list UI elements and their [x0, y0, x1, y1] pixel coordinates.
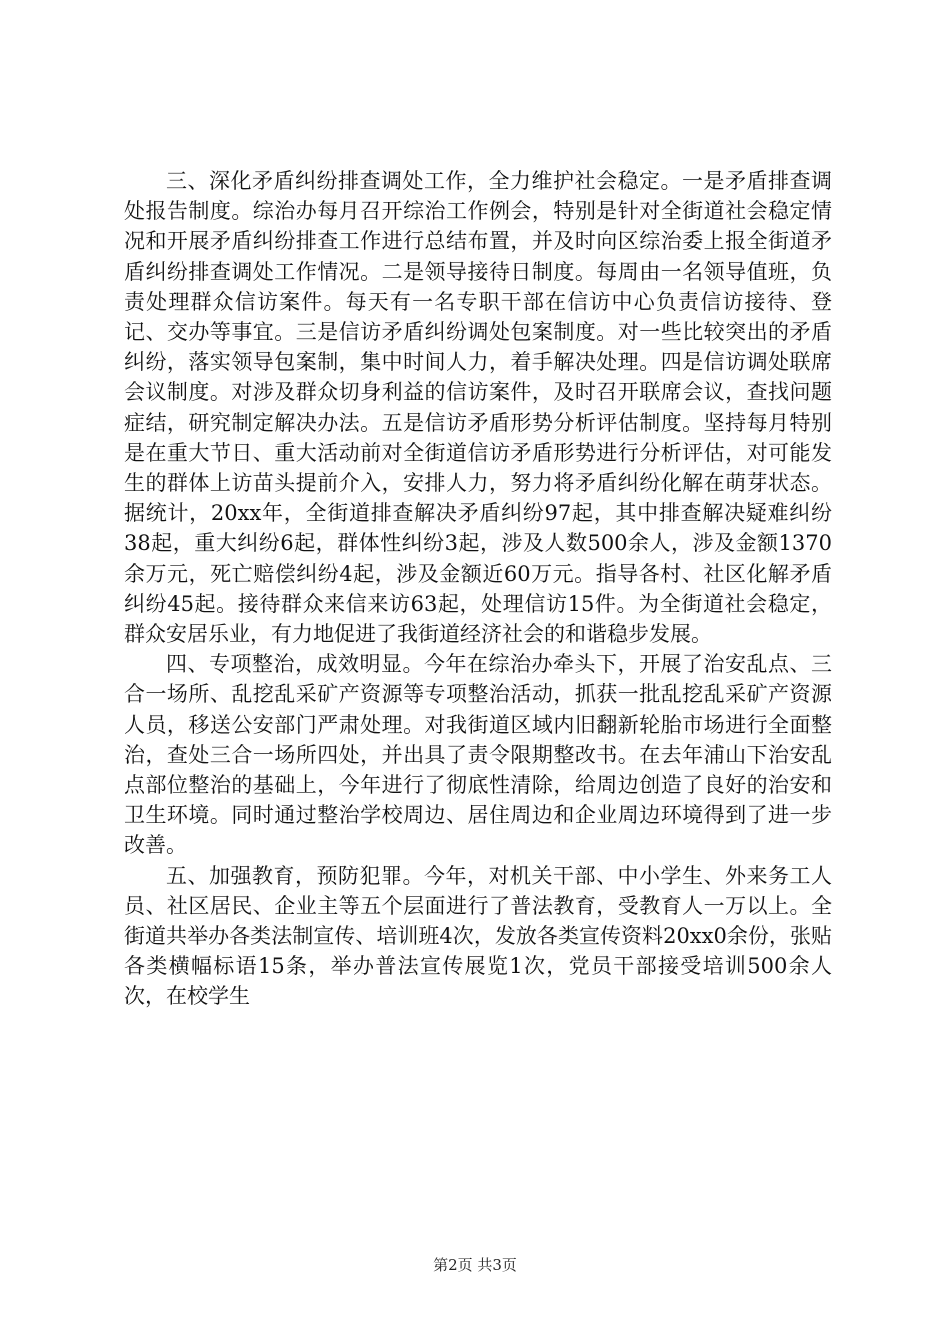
paragraph-special-rectification: 四、专项整治，成效明显。今年在综治办牵头下，开展了治安乱点、三合一场所、乱挖乱采矿产资源等专项整治活动，抓获一批乱挖乱采矿产资源人员，移送公安部门严肃处理。对我街道区域内旧翻新轮胎市场进行全面整治，查处三合一场所四处，并出具了责令限期整改书。在去年浦山下治安乱点部位整治的基础上，今年进行了彻底性清除，给周边创造了良好的治安和卫生环境。同时通过整治学校周边、居住周边和企业周边环境得到了进一步改善。 [124, 652, 832, 858]
page-number-footer: 第2页 共3页 [433, 1256, 517, 1274]
paragraph-education-prevention: 五、加强教育，预防犯罪。今年，对机关干部、中小学生、外来务工人员、社区居民、企业主等五个层面进行了普法教育，受教育人一万以上。全街道共举办各类法制宣传、培训班4次，发放各类宣传资料20xx0余份，张贴各类横幅标语15条，举办普法宣传展览1次，党员干部接受培训500余人次，在校学生 [124, 863, 832, 1009]
paragraph-conflict-resolution: 三、深化矛盾纠纷排查调处工作，全力维护社会稳定。一是矛盾排查调处报告制度。综治办每月召开综治工作例会，特别是针对全街道社会稳定情况和开展矛盾纠纷排查工作进行总结布置，并及时向区综治委上报全街道矛盾纠纷排查调处工作情况。二是领导接待日制度。每周由一名领导值班，负责处理群众信访案件。每天有一名专职干部在信访中心负责信访接待、登记、交办等事宜。三是信访矛盾纠纷调处包案制度。对一些比较突出的矛盾纠纷，落实领导包案制，集中时间人力，着手解决处理。四是信访调处联席会议制度。对涉及群众切身利益的信访案件，及时召开联席会议，查找问题症结，研究制定解决办法。五是信访矛盾形势分析评估制度。坚持每月特别是在重大节日、重大活动前对全街道信访矛盾形势进行分析评估，对可能发生的群体上访苗头提前介入，安排人力，努力将矛盾纠纷化解在萌芽状态。据统计，20xx年，全街道排查解决矛盾纠纷97起，其中排查解决疑难纠纷38起，重大纠纷6起，群体性纠纷3起，涉及人数500余人，涉及金额1370余万元，死亡赔偿纠纷4起，涉及金额近60万元。指导各村、社区化解矛盾纠纷45起。接待群众来信来访63起，处理信访15件。为全街道社会稳定，群众安居乐业，有力地促进了我街道经济社会的和谐稳步发展。 [124, 169, 832, 647]
document-body [124, 166, 832, 1012]
